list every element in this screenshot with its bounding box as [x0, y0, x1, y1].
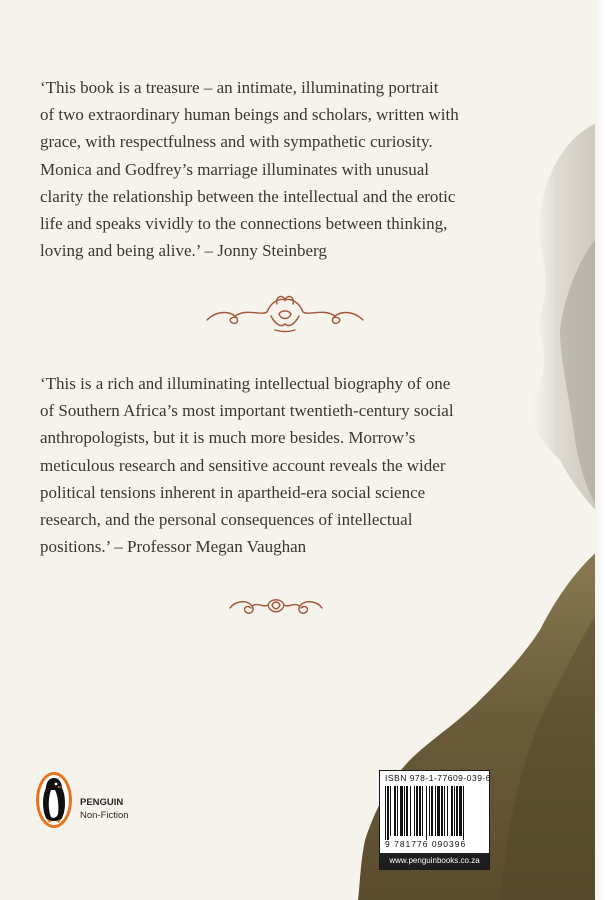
quote-line: meticulous research and sensitive account reveals the wider: [40, 455, 446, 475]
barcode-bar: [422, 786, 423, 836]
barcode-digits: 9 781776 090396: [385, 839, 467, 849]
barcode-bar: [406, 786, 408, 836]
barcode-bars: [384, 786, 485, 840]
quote-line: Monica and Godfrey’s marriage illuminates with unusual: [40, 159, 430, 179]
barcode-bar: [400, 786, 403, 836]
page-edge: [595, 0, 605, 900]
barcode-bar: [451, 786, 453, 836]
quote-line: of Southern Africa’s most important twentieth-century social: [40, 401, 454, 421]
barcode-bar: [414, 786, 415, 836]
barcode-bar: [410, 786, 411, 836]
ornament-flourish-large: [205, 290, 365, 334]
barcode-bar: [416, 786, 418, 836]
isbn-number: ISBN 978-1-77609-039-6: [385, 773, 491, 783]
publisher-name: PENGUIN: [80, 797, 124, 808]
barcode-bar: [390, 786, 391, 836]
barcode-bar: [385, 786, 386, 840]
imprint-name: Non-Fiction: [80, 810, 129, 821]
barcode-bar: [447, 786, 448, 836]
quote-line: ‘This is a rich and illuminating intellectual biography of one: [40, 374, 451, 393]
barcode-bar: [394, 786, 396, 836]
quote-line: political tensions inherent in apartheid-era social science: [40, 482, 426, 502]
barcode-bar: [454, 786, 455, 836]
quote-line: life and speaks vividly to the connections between thinking,: [40, 214, 448, 234]
barcode-bar: [437, 786, 440, 836]
endorsement-quote-1: [40, 74, 520, 264]
quote-line: positions.’ – Professor Megan Vaughan: [40, 537, 307, 557]
quote-line: anthropologists, but it is much more besides. Morrow’s: [40, 428, 416, 448]
publisher-website: www.penguinbooks.co.za: [380, 853, 489, 869]
barcode-bar: [463, 786, 464, 840]
barcode-bar: [441, 786, 443, 836]
barcode-bar: [444, 786, 445, 836]
ornament-flourish-small: [228, 592, 324, 622]
quote-line: loving and being alive.’ – Jonny Steinberg: [40, 241, 327, 261]
barcode-bar: [435, 786, 436, 836]
barcode-bar: [459, 786, 462, 836]
quote-line: of two extraordinary human beings and scholars, written with: [40, 105, 459, 125]
quote-line: ‘This book is a treasure – an intimate, illuminating portrait: [40, 78, 439, 97]
barcode-bar: [397, 786, 398, 836]
penguin-logo-icon: [34, 770, 74, 830]
quote-line: research, and the personal consequences of intellectual: [40, 510, 413, 530]
barcode-bar: [404, 786, 405, 836]
barcode-bar: [426, 786, 427, 840]
barcode-bar: [419, 786, 421, 836]
barcode-bar: [456, 786, 458, 836]
quote-line: clarity the relationship between the intellectual and the erotic: [40, 186, 456, 206]
barcode-bar: [431, 786, 433, 836]
publisher-imprint: [80, 796, 129, 822]
quote-line: grace, with respectfulness and with sympathetic curiosity.: [40, 132, 433, 152]
isbn-barcode: [379, 770, 490, 870]
endorsement-quote-2: [40, 370, 520, 560]
barcode-bar: [387, 786, 389, 840]
barcode-bar: [429, 786, 430, 836]
